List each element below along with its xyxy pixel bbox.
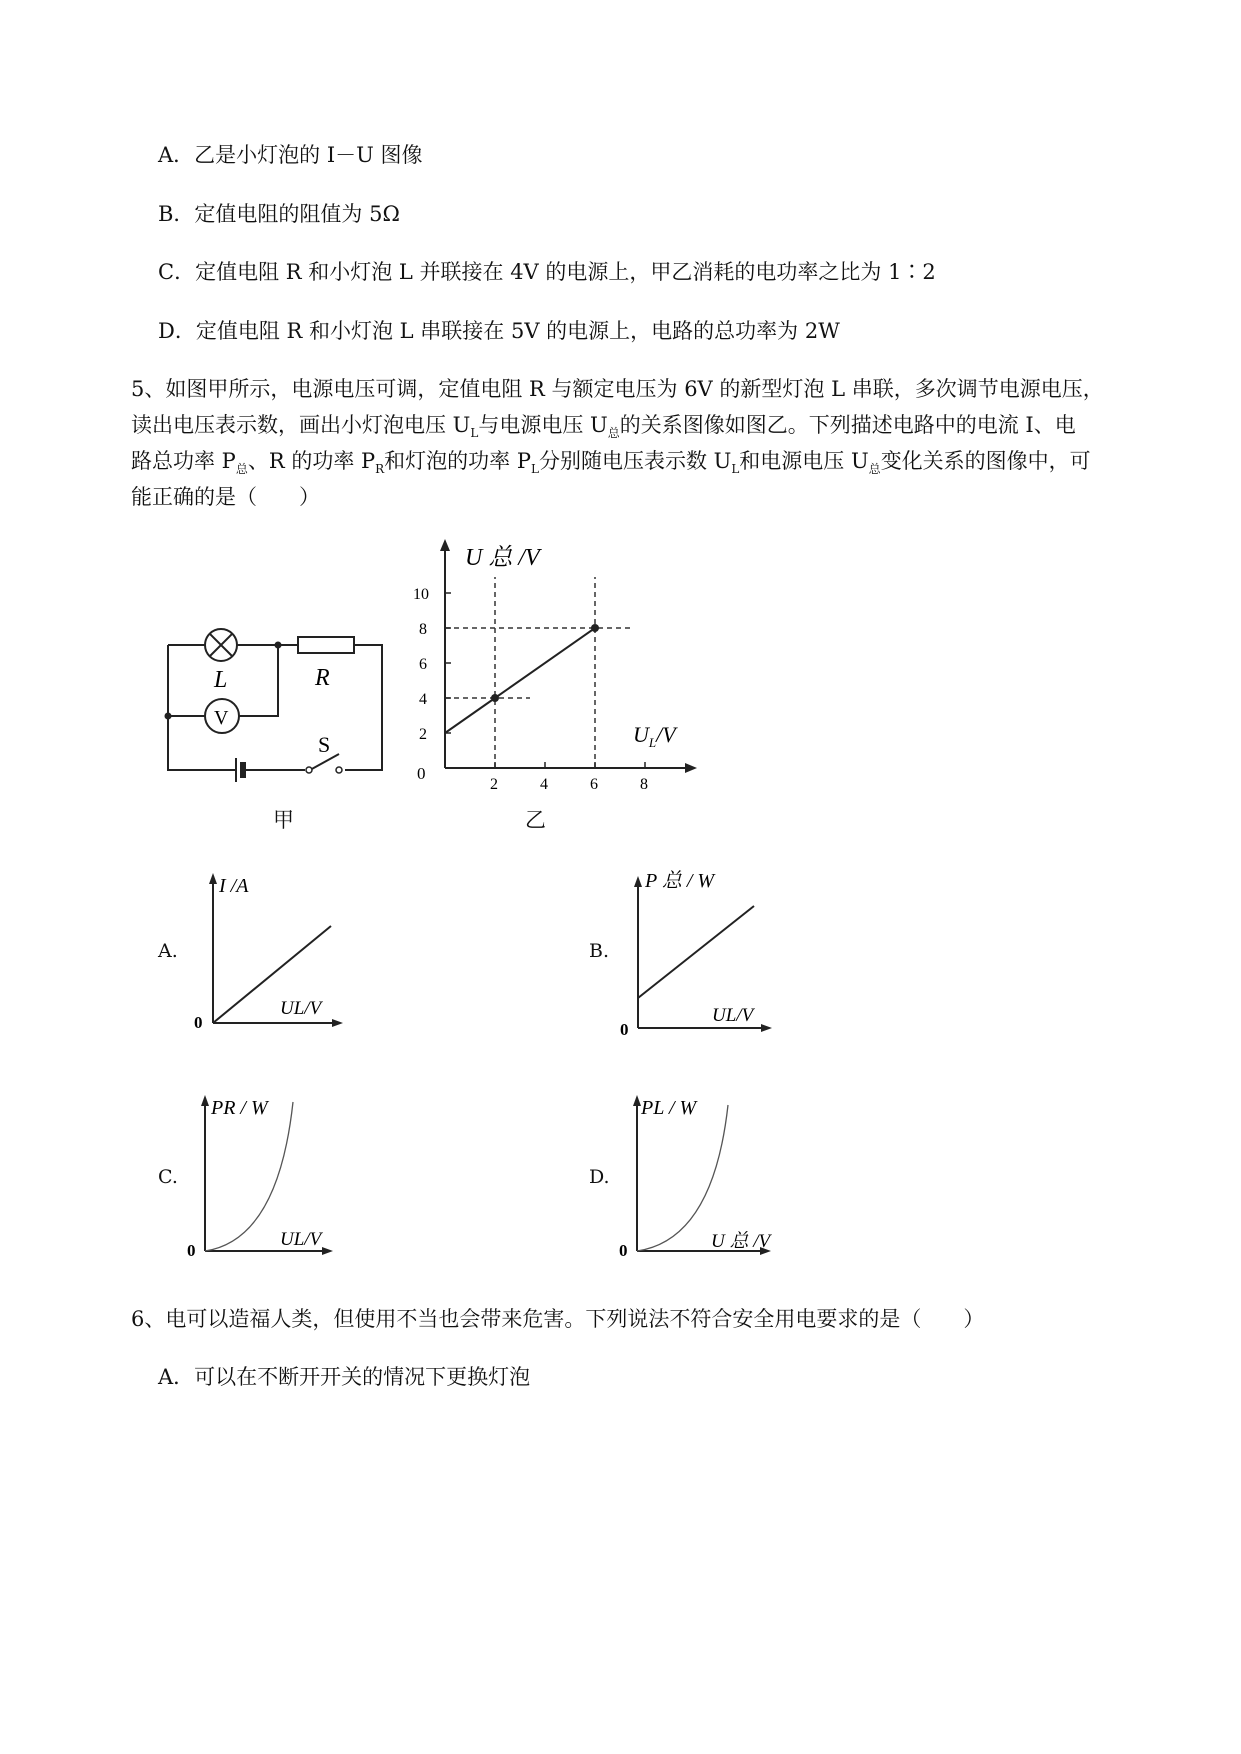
yi-xlabel: $U_L/V$ (633, 722, 676, 750)
choice-c-label: C. (158, 1166, 178, 1188)
yi-ylabel: U 总 /V (465, 545, 540, 571)
choice-b-ylabel: P 总 / W (645, 870, 715, 892)
q5-stem-line3: 路总功率 $P_总$、R 的功率 $P_R$和灯泡的功率 $P_L$分别随电压表示数 $U_L$和电源电压 $U_总$变化关系的图像中，可 (131, 449, 1091, 476)
choice-b-origin: 0 (620, 1020, 629, 1038)
choice-c-origin: 0 (187, 1241, 196, 1260)
yi-xtick-label: 4 (540, 776, 548, 793)
choice-c-xlabel: UL/V (280, 1229, 322, 1250)
choice-a-origin: 0 (194, 1013, 203, 1032)
choice-a-xlabel: UL/V (280, 998, 322, 1019)
choice-d-graph (613, 1090, 788, 1260)
yi-ytick-label: 6 (419, 656, 427, 673)
q6-stem: 6、电可以造福人类，但使用不当也会带来危害。下列说法不符合安全用电要求的是（ ） (131, 1307, 985, 1331)
choice-b-graph (612, 868, 782, 1038)
yi-series-line (445, 628, 595, 733)
yi-xtick-label: 2 (490, 776, 498, 793)
q4-option-a: A．乙是小灯泡的 I－U 图像 (158, 143, 423, 167)
choice-a-label: A. (158, 940, 178, 962)
choice-d-xlabel: U 总 /V (711, 1231, 771, 1252)
circuit-diagram (150, 610, 400, 785)
q4-option-b: B．定值电阻的阻值为 5Ω (158, 202, 400, 226)
q5-stem-line2: 读出电压表示数，画出小灯泡电压 $U_L$与电源电压 $U_总$的关系图像如图乙。下列描述电路中的电流 I、电 (131, 413, 1076, 440)
yi-ytick-label: 10 (413, 586, 429, 603)
circuit-caption: 甲 (273, 808, 294, 832)
choice-a-graph (188, 868, 353, 1033)
yi-data-point (491, 694, 499, 702)
yi-ytick-label: 2 (419, 726, 427, 743)
yi-origin: 0 (417, 764, 426, 783)
lamp-label: L (214, 667, 228, 693)
q5-stem-line1: 5、如图甲所示，电源电压可调，定值电阻 R 与额定电压为 6V 的新型灯泡 L 串联，多次调节电源电压， (131, 377, 1104, 401)
q5-stem-line4: 能正确的是（ ） (131, 485, 320, 509)
yi-ytick-label: 8 (419, 621, 427, 638)
choice-b-xlabel: UL/V (712, 1005, 754, 1026)
choice-d-origin: 0 (619, 1241, 628, 1260)
choice-c-graph (183, 1090, 348, 1260)
yi-data-point (591, 624, 599, 632)
choice-a-ylabel: I /A (219, 875, 249, 897)
resistor-label: R (315, 665, 330, 691)
choice-d-label: D. (589, 1166, 610, 1188)
q6-option-a: A．可以在不断开开关的情况下更换灯泡 (158, 1365, 531, 1389)
yi-xtick-label: 8 (640, 776, 648, 793)
graph-yi (405, 535, 700, 800)
choice-c-ylabel: PR / W (211, 1097, 268, 1119)
voltmeter-label: V (214, 707, 229, 729)
choice-d-ylabel: PL / W (641, 1097, 697, 1119)
q4-option-c: C．定值电阻 R 和小灯泡 L 并联接在 4V 的电源上，甲乙消耗的电功率之比为 1∶2 (158, 260, 936, 284)
choice-b-label: B. (589, 940, 610, 962)
yi-ytick-label: 4 (419, 691, 427, 708)
switch-label: S (318, 732, 331, 757)
q4-option-d: D．定值电阻 R 和小灯泡 L 串联接在 5V 的电源上，电路的总功率为 2W (158, 319, 840, 343)
graph-yi-caption: 乙 (525, 808, 546, 832)
yi-xtick-label: 6 (590, 776, 598, 793)
